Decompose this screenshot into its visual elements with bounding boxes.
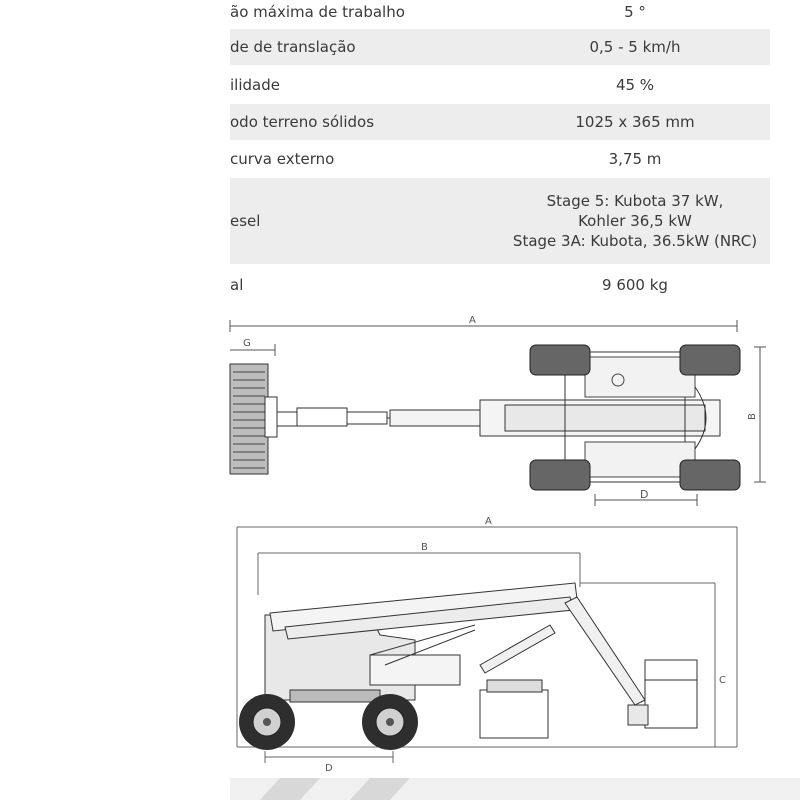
spec-row xyxy=(230,29,770,65)
arm-side xyxy=(480,597,697,738)
side-dim-b: B xyxy=(421,542,428,553)
spec-value xyxy=(500,2,770,22)
side-view-drawing xyxy=(225,515,800,780)
spec-value xyxy=(500,149,770,169)
spec-label: esel xyxy=(230,212,261,230)
top-dim-g: G xyxy=(243,338,251,349)
basket-top xyxy=(230,364,277,474)
footer-band xyxy=(230,778,800,800)
spec-value-line: Kohler 36,5 kW xyxy=(578,212,692,230)
spec-value xyxy=(500,275,770,295)
spec-row xyxy=(230,266,770,304)
top-dim-d: D xyxy=(640,488,649,501)
spec-row xyxy=(230,142,770,176)
spec-row xyxy=(230,104,770,140)
top-view-drawing xyxy=(225,312,785,517)
spec-label: curva externo xyxy=(230,150,335,168)
top-dim-a: A xyxy=(469,315,476,326)
spec-value-line: 1025 x 365 mm xyxy=(575,113,695,131)
spec-value-line: 5 ° xyxy=(624,3,646,21)
spec-value-line: Stage 3A: Kubota, 36.5kW (NRC) xyxy=(512,232,758,250)
spec-value xyxy=(500,191,770,251)
spec-row xyxy=(230,178,770,264)
spec-label: al xyxy=(230,276,244,294)
spec-value-line: 0,5 - 5 km/h xyxy=(589,38,681,56)
boom-top xyxy=(390,400,720,436)
spec-row xyxy=(230,67,770,103)
spec-value-line: 3,75 m xyxy=(608,150,662,168)
spec-label: ão máxima de trabalho xyxy=(230,3,405,21)
spec-value-line: 9 600 kg xyxy=(602,276,668,294)
spec-value xyxy=(500,37,770,57)
spec-value-line: Stage 5: Kubota 37 kW, xyxy=(546,192,724,210)
spec-value xyxy=(500,112,770,132)
side-dim-c: C xyxy=(719,675,726,686)
side-dim-d: D xyxy=(325,763,333,774)
top-dim-b: B xyxy=(747,413,758,420)
spec-value xyxy=(500,75,770,95)
spec-value-line: 45 % xyxy=(615,76,655,94)
spec-label: ilidade xyxy=(230,76,280,94)
spec-label: de de translação xyxy=(230,38,356,56)
spec-label: odo terreno sólidos xyxy=(230,113,375,131)
spec-row xyxy=(230,0,770,24)
side-dim-a: A xyxy=(485,516,492,527)
